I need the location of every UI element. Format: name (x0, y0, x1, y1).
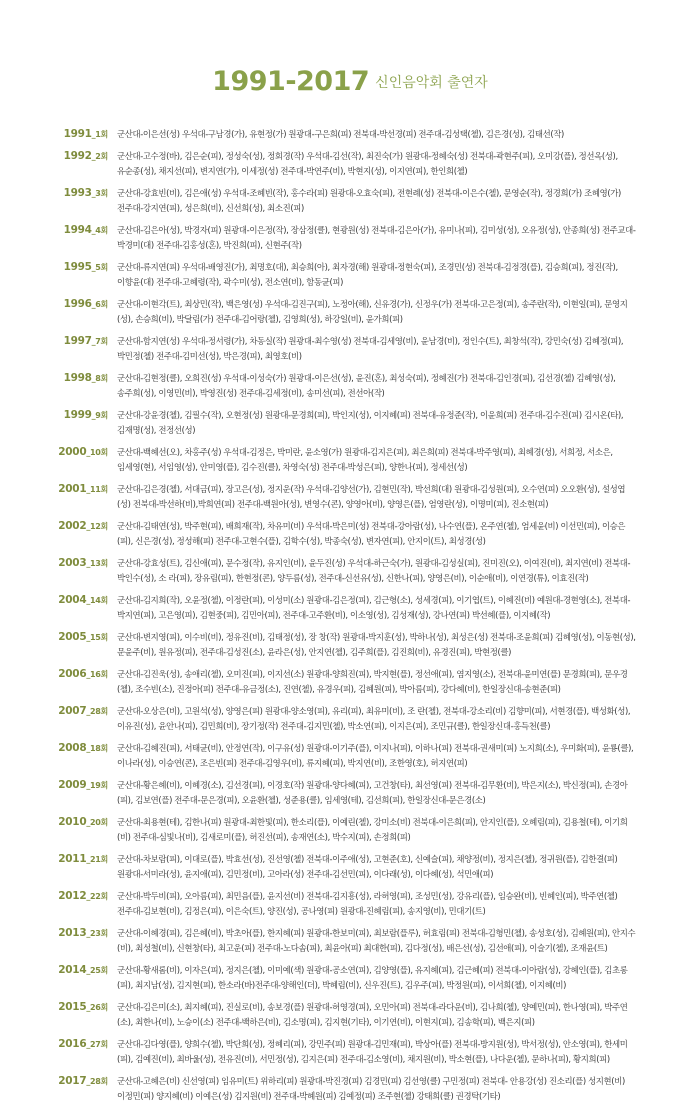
entry-names: 군산대-김현정(클), 오희진(성) 우석대-이성숙(가) 원광대-이은선(성), 윤진(혼), 최성숙(피), 정혜진(가) 전북대-김인경(피), 김선경(첼) 김혜영(성), 송주희(성), 이영민(비), 박영진(성) 전주대-김세정(비), 송미선(피), 전선아(작) (117, 373, 616, 398)
page-title (0, 66, 700, 97)
entry-year: 1993 (63, 187, 92, 199)
entry-names: 군산대-강효빈(비), 김은애(성) 우석대-조혜빈(작), 홍수라(피) 원광대-오효숙(피), 전현례(성) 전북대-이은수(첼), 문영순(작), 정경희(가) 조혜영(가) 전주대-강지연(피), 성은희(비), 신선희(성), 최소진(피) (117, 188, 621, 213)
entry-edition: _23회 (86, 929, 108, 938)
entry-edition: _14회 (86, 596, 108, 605)
entry-label (0, 741, 108, 756)
entry-year: 2013 (58, 927, 87, 939)
entry-label (0, 127, 108, 142)
entry-year: 1992 (63, 150, 92, 162)
title-years: 1991-2017 (212, 66, 370, 97)
performer-entry (0, 186, 700, 216)
entry-names: 군산대-황새롬(비), 이자은(피), 정지은(첼), 이미예(색) 원광대-공소연(피), 김양영(플), 유지혜(피), 김근혜(피) 전북대-이아람(성), 강혜인(플), 김초롱(피), 최지남(성), 김지현(피), 한소라(바)전주대-양해인(더), 박혜림(비), 신우진(트), 김우주(피), 박정원(피), 이서희(첼), 이지혜(비) (117, 965, 628, 990)
performer-entry (0, 593, 700, 623)
performer-entry (0, 260, 700, 290)
entry-names: 군산대-오상은(비), 고원석(성), 양영은(피) 원광대-양소영(피), 유리(피), 최유미(비), 조 란(첼), 전북대-강소리(비) 김향미(피), 서현경(플), 백성화(성), 이유진(성), 윤안나(피), 김민희(비), 장기정(작) 전주대-김지민(첼), 박소연(피), 이지은(피), 조민규(클), 한일장신대-홍득천(클) (117, 706, 631, 731)
entry-year: 2002 (58, 520, 87, 532)
entry-edition: _7회 (91, 337, 108, 346)
entry-label (0, 186, 108, 201)
entry-names: 군산대-고수정(바), 김은순(피), 정성숙(성), 정회경(작) 우석대-김선(작), 최진숙(가) 원광대-정혜숙(성) 전북대-곽현주(피), 오미강(플), 정선옥(성), 유순종(성), 채지선(피), 변지연(가), 이세정(성) 전주대-박연주(비), 박현지(성), 이지연(피), 한인희(첼) (117, 151, 618, 176)
entry-names: 군산대-이현각(트), 최상민(작), 백은영(성) 우석대-김진구(피), 노정아(해), 신유경(가), 신정우(가) 전북대-고은정(피), 송주란(작), 이현일(피), 문영지(성), 손승희(비), 박달림(가) 전주대-김어랑(첼), 김영희(성), 하강일(비), 윤가희(피) (117, 299, 628, 324)
entry-label (0, 704, 108, 719)
entry-year: 2005 (58, 631, 87, 643)
entry-edition: _28회 (86, 1077, 108, 1086)
entry-names: 군산대-류지연(피) 우석대-배영진(가), 최명호(대), 최승희(아), 최자경(해) 원광대-정현숙(피), 조경민(성) 전북대-김정경(플), 김승희(피), 정진(작), 이향윤(대) 전주대-고혜령(작), 곽수미(성), 전소연(비), 함동균(피) (117, 262, 618, 287)
entry-label (0, 556, 108, 571)
entry-names: 군산대-김지희(작), 오윤정(첼), 이정란(피), 이성미(소) 원광대-김은정(피), 김근형(소), 성세경(피), 이기엽(트), 이혜진(비) 예원대-경현영(소), 전북대-박지연(피), 고은영(피), 김현중(피), 김민아(피), 전주대-고주환(비), 이소영(성), 김성재(성), 강나연(피) 박선혜(플), 이지혜(작) (117, 595, 631, 620)
performer-entry (0, 1074, 700, 1104)
entry-year: 2010 (58, 816, 87, 828)
entry-label (0, 334, 108, 349)
performer-entry (0, 334, 700, 364)
performer-entry (0, 1000, 700, 1030)
entry-label (0, 1037, 108, 1052)
performer-entry (0, 556, 700, 586)
performer-list (0, 127, 700, 1111)
entry-edition: _3회 (91, 189, 108, 198)
entry-label (0, 223, 108, 238)
title-subtitle: 신인음악회 출연자 (375, 75, 488, 91)
performer-entry (0, 149, 700, 179)
entry-year: 2000 (58, 446, 87, 458)
entry-label (0, 852, 108, 867)
entry-label (0, 926, 108, 941)
entry-label (0, 778, 108, 793)
performer-entry (0, 704, 700, 734)
entry-edition: _15회 (86, 633, 108, 642)
entry-edition: _11회 (86, 485, 108, 494)
entry-edition: _8회 (91, 374, 108, 383)
entry-names: 군산대-김진욱(성), 송애리(첼), 오미진(피), 이지선(소) 원광대-양희진(피), 박지현(플), 정선애(피), 염지영(소), 전북대-윤미연(플) 문경희(피), 문우경(첼), 조수빈(소), 진정아(피) 전주대-유금정(소), 진연(첼), 유경우(피), 김혜원(피), 박아름(피), 강다혜(비), 한일장신대-송현준(피) (117, 669, 628, 694)
performer-entry (0, 778, 700, 808)
entry-label (0, 1074, 108, 1089)
entry-edition: _26회 (86, 1003, 108, 1012)
entry-edition: _6회 (91, 300, 108, 309)
entry-edition: _28회 (86, 707, 108, 716)
entry-names: 군산대-차보람(피), 이대로(플), 박효선(성), 진선영(첼) 전북대-이주애(성), 고현준(호), 신예슬(피), 채양정(비), 정지은(첼), 정귀원(플), 김한결(피) 원광대-서미라(성), 윤지애(피), 김민정(비), 고아라(성) 전주대-김선민(피), 이다래(성), 이다혜(성), 석민애(피) (117, 854, 618, 879)
entry-edition: _18회 (86, 744, 108, 753)
entry-edition: _10회 (86, 448, 108, 457)
entry-edition: _22회 (86, 892, 108, 901)
entry-year: 2003 (58, 557, 87, 569)
performer-entry (0, 223, 700, 253)
entry-label (0, 297, 108, 312)
performer-entry (0, 889, 700, 919)
entry-label (0, 667, 108, 682)
entry-year: 1994 (63, 224, 92, 236)
entry-year: 2009 (58, 779, 87, 791)
entry-year: 1997 (63, 335, 92, 347)
entry-names: 군산대-이혜경(피), 김은혜(비), 박초아(플), 한지혜(피) 원광대-한보미(피), 최보람(플루), 허효림(피) 전북대-김형민(첼), 송성호(성), 김혜원(피), 안지수(비), 최성철(비), 신현창(타), 최고운(피) 전주대-노다솜(피), 최윤아(피) 최대한(피), 김다정(성), 배은선(성), 김선애(피), 이슬기(첼), 조재윤(트) (117, 928, 636, 953)
performer-entry (0, 815, 700, 845)
entry-label (0, 963, 108, 978)
entry-edition: _4회 (91, 226, 108, 235)
entry-label (0, 630, 108, 645)
entry-label (0, 593, 108, 608)
entry-edition: _2회 (91, 152, 108, 161)
entry-edition: _12회 (86, 522, 108, 531)
entry-edition: _20회 (86, 818, 108, 827)
entry-year: 2001 (58, 483, 87, 495)
performer-entry (0, 630, 700, 660)
entry-names: 군산대-김태연(성), 박주현(피), 배희재(작), 차유미(비) 우석대-박은미(성) 전북대-강아람(성), 나수연(플), 온주연(첼), 엄세윤(비) 이선민(피), 이승은(피), 신은경(성), 정성해(피) 전주대-고현수(플), 김학수(성), 박종숙(성), 변자연(피), 안지이(트), 최성경(성) (117, 521, 626, 546)
entry-year: 1996 (63, 298, 92, 310)
entry-label (0, 408, 108, 423)
entry-names: 군산대-강윤경(첼), 김필수(작), 오현정(성) 원광대-문경희(피), 박인지(성), 이지혜(피) 전북대-유정준(작), 이윤희(피) 전주대-김수진(피) 김시온(타), 김재명(성), 전정선(성) (117, 410, 624, 435)
entry-year: 2012 (58, 890, 87, 902)
entry-year: 2015 (58, 1001, 87, 1013)
entry-year: 2004 (58, 594, 87, 606)
entry-names: 군산대-함지연(성) 우석대-정서령(가), 차동실(작) 원광대-최수영(성) 전북대-김세영(비), 윤남경(비), 정인수(트), 최창석(작), 강민숙(성) 김혜정(피), 박민정(첼) 전주대-김미선(성), 박은경(피), 최영호(비) (117, 336, 624, 361)
entry-year: 1998 (63, 372, 92, 384)
entry-edition: _27회 (86, 1040, 108, 1049)
entry-year: 2014 (58, 964, 87, 976)
entry-label (0, 482, 108, 497)
entry-label (0, 445, 108, 460)
performer-entry (0, 127, 700, 142)
performer-entry (0, 482, 700, 512)
entry-label (0, 519, 108, 534)
entry-label (0, 815, 108, 830)
entry-edition: _1회 (91, 130, 108, 139)
entry-names: 군산대-김다영(플), 양희수(첼), 박단희(성), 정혜리(피), 강민주(피) 원광대-김민재(피), 박상아(플) 전북대-방지원(성), 박서정(성), 안소영(피), 한세미(피), 김예진(비), 최바울(성), 전유진(비), 서민정(성), 김지은(피) 전주대-김소영(비), 채지원(비), 박소현(플), 나다운(첼), 문하나(피), 황지희(피) (117, 1039, 628, 1064)
performer-entry (0, 667, 700, 697)
entry-year: 2011 (58, 853, 87, 865)
entry-names: 군산대-최용현(테), 김한나(피) 원광대-최한빛(피), 한소리(플), 이예린(첼), 강미소(비) 전북대-이은희(피), 안지인(플), 오혜림(피), 김용철(테), 이기희(비) 전주대-심빛나(비), 김새로미(플), 허진선(피), 송재연(소), 박수지(피), 손정희(피) (117, 817, 628, 842)
entry-label (0, 371, 108, 386)
entry-names: 군산대-김은아(성), 박경자(피) 원광대-이은정(작), 장삼정(클), 현광원(성) 전북대-김은아(가), 유미나(피), 김미성(성), 오유정(성), 안종희(성) 전주교대-박경미(대) 전주대-김홍성(혼), 박진희(피), 신현주(작) (117, 225, 636, 250)
performer-entry (0, 852, 700, 882)
entry-names: 군산대-황은혜(비), 이혜경(소), 김선경(피), 이경호(작) 원광대-양다혜(피), 고건창(타), 최선영(피) 전북대-김무환(비), 박은지(소), 박신정(피), 손경아(피), 김보연(플) 전주대-문은경(피), 오윤환(첼), 성준용(클), 임세영(테), 김선희(피), 한일장신대-문은경(소) (117, 780, 628, 805)
performer-entry (0, 926, 700, 956)
entry-label (0, 260, 108, 275)
entry-edition: _25회 (86, 966, 108, 975)
entry-year: 2016 (58, 1038, 87, 1050)
performer-entry (0, 1037, 700, 1067)
entry-year: 2007 (58, 705, 87, 717)
entry-year: 2017 (58, 1075, 87, 1087)
entry-edition: _5회 (91, 263, 108, 272)
entry-edition: _21회 (86, 855, 108, 864)
entry-edition: _19회 (86, 781, 108, 790)
entry-names: 군산대-강효성(트), 김신애(피), 문수정(작), 유지인(비), 윤두진(성) 우석대-하근숙(가), 원광대-김성실(피), 진미진(오), 이여진(비), 최지연(비) 전북대-박인수(성), 소 라(피), 장유림(피), 한현정(콘), 양두름(성), 전주대-신선유(성), 신한나(피), 양영은(비), 이순애(비), 이연경(튜), 이효진(작) (117, 558, 631, 583)
entry-edition: _16회 (86, 670, 108, 679)
performer-entry (0, 519, 700, 549)
entry-label (0, 149, 108, 164)
entry-year: 2006 (58, 668, 87, 680)
entry-year: 2008 (58, 742, 87, 754)
performer-entry (0, 963, 700, 993)
entry-names: 군산대-이은선(성) 우석대-구남경(가), 유현정(가) 원광대-구은희(피) 전북대-박선경(피) 전주대-김성택(첼), 김은경(성), 김태선(작) (117, 129, 564, 139)
entry-names: 군산대-김은경(첼), 서대금(피), 장고은(성), 정지운(작) 우석대-김양선(가), 김현민(작), 박선희(대) 원광대-김성원(피), 오수연(피) 오오환(성), 설성엽(성) 전북대-박선하(비),박희연(피) 전주대-백원아(성), 변영수(콘), 양영아(비), 양영은(플), 엄영란(성), 이명미(피), 진소현(피) (117, 484, 626, 509)
entry-names: 군산대-김은미(소), 최지혜(피), 진실로(비), 송보경(플) 원광대-허영경(피), 오민아(피) 전북대-라다운(비), 김나희(첼), 양예민(피), 한나영(피), 박주연(소), 최한나(비), 노승이(소) 전주대-백하은(비), 김소명(피), 김지현(기타), 이기연(비), 이현지(피), 김송학(피), 백은지(피) (117, 1002, 628, 1027)
entry-year: 1999 (63, 409, 92, 421)
entry-names: 군산대-백혜선(오), 차홍주(성) 우석대-김정은, 박미란, 윤소영(가) 원광대-김지은(피), 최은희(피) 전북대-박주영(피), 최혜경(성), 서희정, 서소은, 임세영(현), 서임영(성), 안미영(플), 김수진(클), 차영숙(성) 전주대-박성은(피), 양한나(피), 정세선(성) (117, 447, 613, 472)
entry-edition: _9회 (91, 411, 108, 420)
performer-entry (0, 741, 700, 771)
performer-entry (0, 408, 700, 438)
entry-names: 군산대-김혜진(피), 서태균(비), 안정연(작), 이구유(성) 원광대-이기주(플), 이지나(피), 이하나(피) 전북대-권새미(피) 노지희(소), 우미화(피), 윤룡(클), 이나라(성), 이승연(콘), 조은빈(피) 전주대-김영우(비), 류지혜(피), 박지연(비), 조한영(호), 허지연(피) (117, 743, 634, 768)
entry-names: 군산대-변지영(피), 이수비(비), 정유진(비), 김태정(성), 장 창(작) 원광대-박지훈(성), 박하나(성), 최성은(성) 전북대-조윤희(피) 김혜영(성), 이동현(성), 문윤주(비), 원유정(피), 전주대-김성진(소), 윤라은(성), 안지연(첼), 김주희(플), 김진희(비), 유경진(피), 박현정(클) (117, 632, 636, 657)
entry-year: 1991 (63, 128, 92, 140)
entry-label (0, 1000, 108, 1015)
entry-names: 군산대-고혜은(비) 신선영(피) 임유미(트) 위하리(피) 원광대-박진경(피) 김경민(피) 김선영(클) 구민정(피) 전북대- 안용강(성) 진소리(플) 성지현(비) 이정민(피) 양지혜(비) 이예은(성) 김지원(비) 전주대-박혜원(피) 김예정(피) 조주현(첼) 강태희(클) 권경탁(기타) (117, 1076, 625, 1101)
entry-edition: _13회 (86, 559, 108, 568)
performer-entry (0, 371, 700, 401)
performer-entry (0, 297, 700, 327)
entry-label (0, 889, 108, 904)
entry-year: 1995 (63, 261, 92, 273)
performer-entry (0, 445, 700, 475)
entry-names: 군산대-박두비(피), 오아름(피), 최민음(플), 윤지선(비) 전북대-김지흥(성), 라허영(피), 조성민(성), 강유리(플), 임승완(비), 빈혜인(피), 박주연(첼) 전주대-김보현(비), 김정은(피), 이은숙(트), 양진(성), 공나영(피) 원광대-진혜림(피), 송지영(비), 민대기(트) (117, 891, 618, 916)
